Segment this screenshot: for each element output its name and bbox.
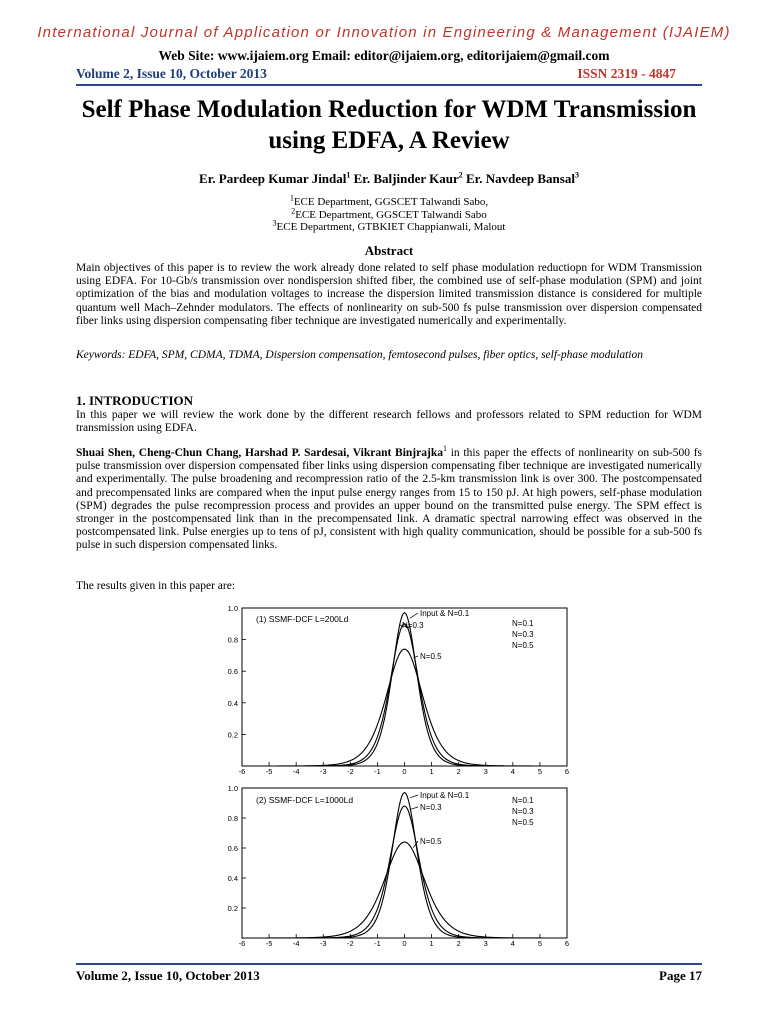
annotation-arrow [410, 613, 418, 618]
x-tick-label: 1 [429, 767, 434, 776]
x-tick-label: 6 [564, 767, 570, 776]
x-tick-label: -2 [346, 939, 354, 948]
y-tick-label: 0.6 [227, 667, 238, 677]
y-tick-label: 0.6 [227, 844, 238, 853]
plot-title: (2) SSMF-DCF L=1000Ld [256, 795, 354, 805]
affiliation-sup: 3 [272, 218, 277, 228]
results-intro: The results given in this paper are: [76, 580, 236, 592]
x-tick-label: -3 [319, 939, 327, 948]
author-sup: 1 [346, 170, 351, 180]
journal-name: International Journal of Application or Innovation in Engineering & Management (IJAIEM) [37, 24, 731, 41]
y-tick-label: 0.4 [227, 874, 238, 883]
affiliation-sup: 2 [291, 205, 296, 215]
series-annotation: N=0.5 [420, 652, 442, 661]
annotation-arrow [410, 795, 418, 798]
legend-entry: N=0.5 [512, 641, 534, 650]
header-rule [76, 84, 702, 86]
x-tick-label: 4 [510, 939, 515, 948]
y-tick-label: 0.8 [227, 814, 238, 823]
x-tick-label: 0 [402, 767, 407, 776]
x-tick-label: -5 [265, 939, 273, 948]
y-tick-label: 0.8 [227, 635, 238, 645]
affiliation-line [76, 218, 702, 234]
x-tick-label: -6 [238, 939, 246, 948]
author-sup: 3 [574, 170, 579, 180]
x-tick-label: 0 [402, 939, 407, 948]
affiliation-text: ECE Department, GGSCET Talwandi Sabo [295, 208, 487, 221]
x-tick-label: -6 [238, 767, 246, 776]
x-tick-label: -2 [346, 767, 354, 776]
annotation-arrow [410, 807, 418, 810]
y-tick-label: 0.2 [227, 904, 238, 913]
y-tick-label: 1.0 [227, 604, 238, 613]
series-annotation: N=0.5 [420, 837, 442, 846]
author-sup: 2 [458, 170, 463, 180]
citation-sup: 1 [442, 444, 447, 454]
abstract-text: Main objectives of this paper is to review the work already done related to self phase modulation reductiopn for WDM Transmission using EDFA. For 10-Gb/s transmission over nondispersion shifted fiber, the combined use of self-phase modulation (SPM) and joint optimization of the bias and modulation voltages to increase the dispersion limited transmission distance is considered for multiple quantum well Mach–Zehnder modulators. The effects of nonlinearity on sub-500 fs pulse transmission over dispersion compensated fiber links using dispersion compensating fiber technique are investigated numerically and experimentally. [76, 262, 702, 327]
affiliation-text: ECE Department, GGSCET Talwandi Sabo, [293, 196, 489, 208]
legend-entry: N=0.3 [512, 807, 534, 816]
legend-entry: N=0.5 [512, 818, 534, 827]
series-annotation: Input & N=0.1 [420, 791, 470, 800]
header-issn: ISSN 2319 - 4847 [577, 66, 676, 81]
x-tick-label: 4 [510, 767, 515, 776]
y-tick-label: 1.0 [227, 784, 238, 793]
author-list [76, 171, 702, 187]
x-tick-label: -5 [265, 767, 273, 776]
x-tick-label: -1 [374, 939, 381, 948]
header-volume: Volume 2, Issue 10, October 2013 [76, 66, 267, 81]
x-tick-label: 5 [537, 939, 543, 948]
series-line [242, 842, 567, 938]
author-name: Er. Baljinder Kaur [353, 171, 459, 186]
affiliation-line [76, 193, 702, 209]
plot-title: (1) SSMF-DCF L=200Ld [256, 614, 349, 624]
author-name: Er. Navdeep Bansal [466, 171, 575, 186]
x-tick-label: 2 [456, 939, 461, 948]
affiliation-text: ECE Department, GTBKIET Chappianwali, Malout [276, 221, 506, 233]
x-tick-label: -4 [292, 767, 300, 776]
author-name: Er. Pardeep Kumar Jindal [199, 171, 347, 186]
journal-website: Web Site: www.ijaiem.org Email: editor@ijaiem.org, editorijaiem@gmail.com [158, 48, 610, 63]
x-tick-label: -3 [319, 767, 327, 776]
page-number: Page 17 [659, 968, 702, 983]
legend-entry: N=0.1 [512, 619, 534, 628]
review-text: in this paper the effects of nonlinearity on sub-500 fs pulse transmission over dispersion compensated fiber links using dispersion compensating fiber technique are investigated numerically and experimentally. The pulse broadening and recompression ratio of the 2.5-km transmission link is over 300. The postcompensated and precompensated links are compared when the input pulse energy ranges from 15 to 150 pJ. At high powers, self-phase modulation (SPM) degrades the pulse recompression process and provides an upper bound on the transmitted pulse energy. The SPM effect is stronger in the postcompensated link than in the precompensated link. A dramatic spectral narrowing effect was observed in the postcompensated link. Pulse energies up to tens of pJ, consistent with high quality communication, should be possible for a sub-500 fs pulse in such dispersion compensated links. [76, 447, 702, 552]
affiliations [76, 193, 702, 234]
legend-entry: N=0.1 [512, 796, 534, 805]
abstract-heading: Abstract [364, 243, 414, 258]
x-tick-label: 3 [483, 939, 488, 948]
affiliation-sup: 1 [289, 193, 294, 203]
series-line [242, 649, 567, 766]
series-annotation: N=0.3 [420, 803, 442, 812]
cited-authors: Shuai Shen, Cheng-Chun Chang, Harshad P. Sardesai, Vikrant Binjrajka [76, 447, 443, 459]
pulse-figure [212, 598, 572, 950]
affiliation-line [76, 205, 702, 222]
footer-volume: Volume 2, Issue 10, October 2013 [76, 968, 260, 983]
intro-paragraph: In this paper we will review the work done by the different research fellows and professors related to SPM reduction for WDM transmission using EDFA. [76, 409, 702, 435]
x-tick-label: 1 [429, 939, 434, 948]
review-paragraph [76, 444, 702, 553]
x-tick-label: 5 [537, 767, 543, 776]
footer-rule [76, 963, 702, 965]
x-tick-label: -4 [292, 939, 300, 948]
y-tick-label: 0.2 [227, 730, 238, 740]
x-tick-label: -1 [374, 767, 381, 776]
legend-entry: N=0.3 [512, 630, 534, 639]
paper-title: Self Phase Modulation Reduction for WDM Transmission using EDFA, A Review [81, 96, 697, 154]
keywords: Keywords: EDFA, SPM, CDMA, TDMA, Dispersion compensation, femtosecond pulses, fiber optics, self-phase modulation [76, 349, 643, 361]
series-annotation: Input & N=0.1 [420, 609, 470, 618]
x-tick-label: 6 [564, 939, 570, 948]
x-tick-label: 2 [456, 767, 461, 776]
series-annotation: N=0.3 [402, 621, 424, 630]
x-tick-label: 3 [483, 767, 488, 776]
section-heading: 1. INTRODUCTION [76, 393, 194, 408]
y-tick-label: 0.4 [227, 698, 238, 708]
